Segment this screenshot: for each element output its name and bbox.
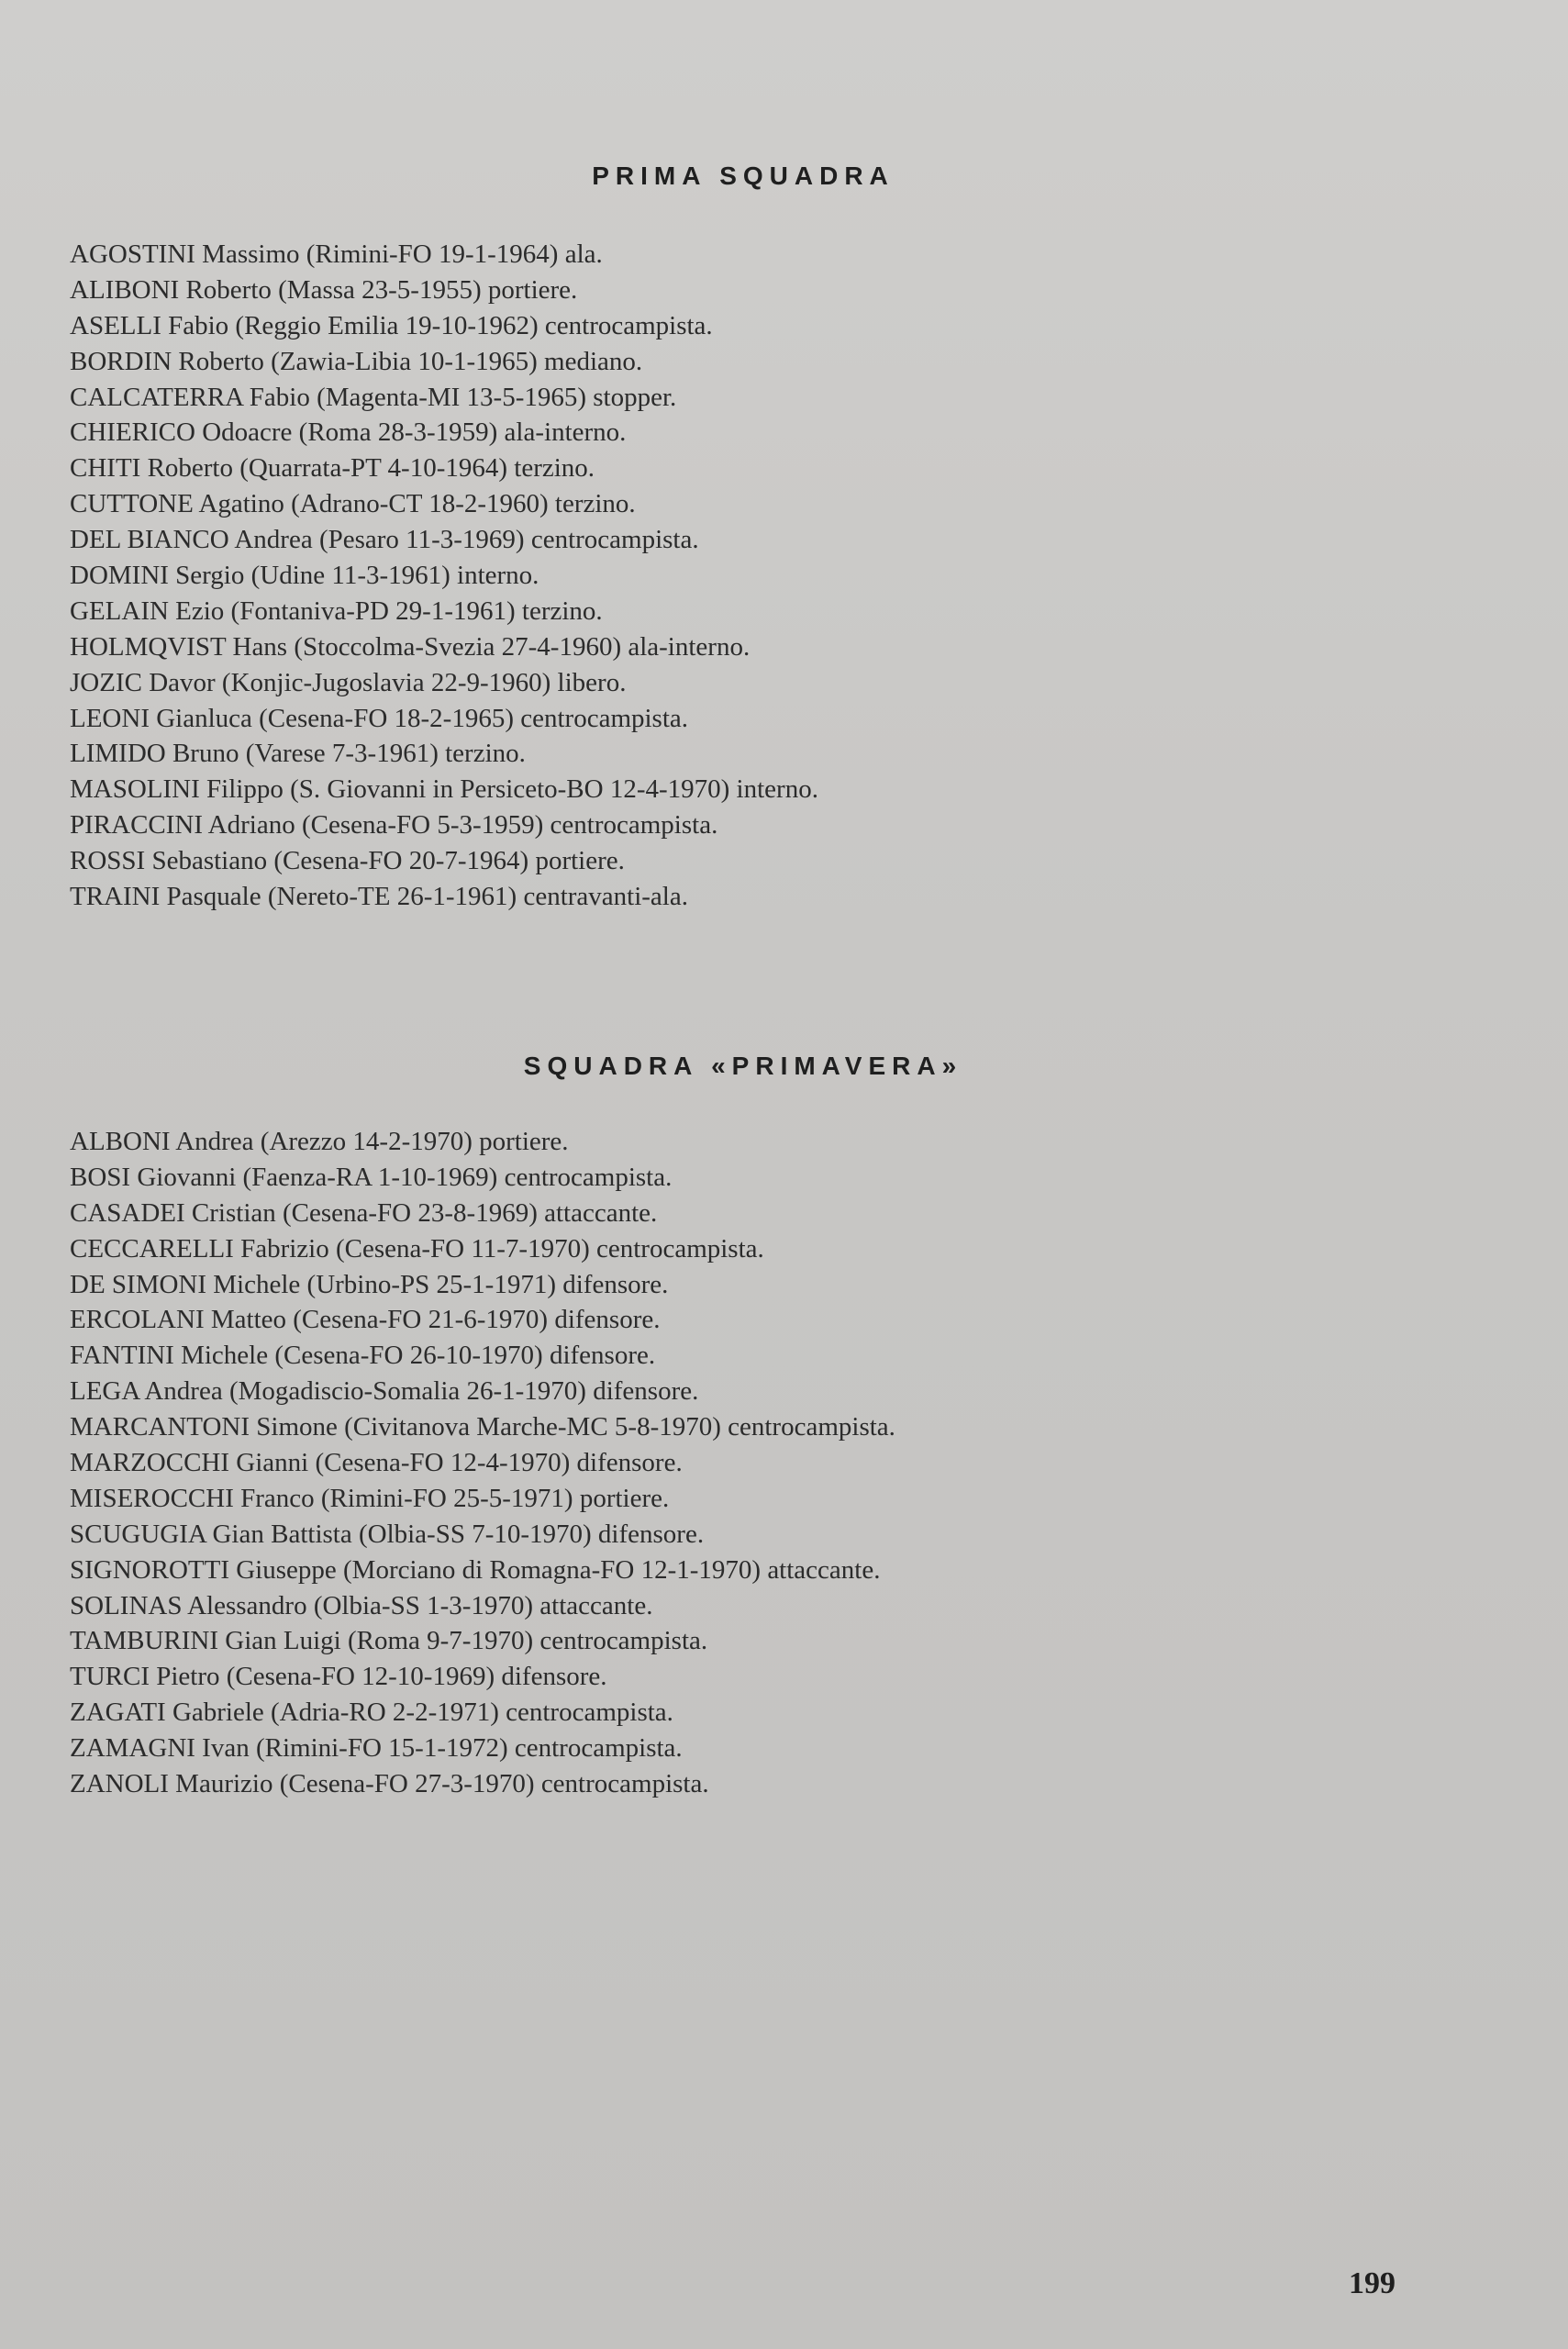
player-entry: GELAIN Ezio (Fontaniva-PD 29-1-1961) terzino. <box>70 596 603 626</box>
player-entry: PIRACCINI Adriano (Cesena-FO 5-3-1959) centrocampista. <box>70 810 718 841</box>
player-entry: CASADEI Cristian (Cesena-FO 23-8-1969) attaccante. <box>70 1197 658 1228</box>
player-entry: MASOLINI Filippo (S. Giovanni in Persiceto-BO 12-4-1970) interno. <box>70 774 818 805</box>
roster-prima-squadra <box>70 237 1354 915</box>
page-number: 199 <box>1349 2266 1396 2300</box>
player-entry: ZAMAGNI Ivan (Rimini-FO 15-1-1972) centrocampista. <box>70 1733 683 1764</box>
player-entry: TURCI Pietro (Cesena-FO 12-10-1969) difensore. <box>70 1662 607 1692</box>
player-entry: SOLINAS Alessandro (Olbia-SS 1-3-1970) attaccante. <box>70 1590 653 1620</box>
player-entry: AGOSTINI Massimo (Rimini-FO 19-1-1964) ala. <box>70 239 603 269</box>
player-entry: ROSSI Sebastiano (Cesena-FO 20-7-1964) portiere. <box>70 846 625 876</box>
player-entry: ZANOLI Maurizio (Cesena-FO 27-3-1970) centrocampista. <box>70 1769 709 1799</box>
player-entry: JOZIC Davor (Konjic-Jugoslavia 22-9-1960) libero. <box>70 667 627 697</box>
player-entry: CUTTONE Agatino (Adrano-CT 18-2-1960) terzino. <box>70 489 636 519</box>
player-entry: CALCATERRA Fabio (Magenta-MI 13-5-1965) stopper. <box>70 382 677 412</box>
player-entry: ASELLI Fabio (Reggio Emilia 19-10-1962) centrocampista. <box>70 310 713 340</box>
player-entry: CECCARELLI Fabrizio (Cesena-FO 11-7-1970) centrocampista. <box>70 1233 764 1264</box>
player-entry: TRAINI Pasquale (Nereto-TE 26-1-1961) centravanti-ala. <box>70 882 688 912</box>
player-entry: ZAGATI Gabriele (Adria-RO 2-2-1971) centrocampista. <box>70 1698 673 1728</box>
player-entry: MARCANTONI Simone (Civitanova Marche-MC 5-8-1970) centrocampista. <box>70 1412 895 1442</box>
player-entry: LEONI Gianluca (Cesena-FO 18-2-1965) centrocampista. <box>70 703 689 733</box>
player-entry: DOMINI Sergio (Udine 11-3-1961) interno. <box>70 561 539 591</box>
section-title-prima-squadra: PRIMA SQUADRA <box>592 161 895 190</box>
player-entry: ERCOLANI Matteo (Cesena-FO 21-6-1970) difensore. <box>70 1305 661 1335</box>
player-entry: LIMIDO Bruno (Varese 7-3-1961) terzino. <box>70 739 526 769</box>
player-entry: CHIERICO Odoacre (Roma 28-3-1959) ala-interno. <box>70 417 627 448</box>
roster-squadra-primavera <box>70 1124 1354 1802</box>
player-entry: MARZOCCHI Gianni (Cesena-FO 12-4-1970) difensore. <box>70 1448 683 1478</box>
player-entry: SIGNOROTTI Giuseppe (Morciano di Romagna-FO 12-1-1970) attaccante. <box>70 1554 881 1585</box>
player-entry: FANTINI Michele (Cesena-FO 26-10-1970) difensore. <box>70 1341 656 1371</box>
player-entry: SCUGUGIA Gian Battista (Olbia-SS 7-10-1970) difensore. <box>70 1519 705 1549</box>
player-entry: DE SIMONI Michele (Urbino-PS 25-1-1971) difensore. <box>70 1269 669 1299</box>
player-entry: BOSI Giovanni (Faenza-RA 1-10-1969) centrocampista. <box>70 1162 673 1192</box>
section-title-squadra-primavera: SQUADRA «PRIMAVERA» <box>523 1052 963 1080</box>
player-entry: HOLMQVIST Hans (Stoccolma-Svezia 27-4-1960) ala-interno. <box>70 631 751 662</box>
player-entry: DEL BIANCO Andrea (Pesaro 11-3-1969) centrocampista. <box>70 525 699 555</box>
player-entry: ALBONI Andrea (Arezzo 14-2-1970) portiere. <box>70 1127 569 1156</box>
player-entry: MISEROCCHI Franco (Rimini-FO 25-5-1971) portiere. <box>70 1483 670 1513</box>
player-entry: LEGA Andrea (Mogadiscio-Somalia 26-1-1970) difensore. <box>70 1376 699 1407</box>
player-entry: BORDIN Roberto (Zawia-Libia 10-1-1965) mediano. <box>70 346 643 376</box>
player-entry: TAMBURINI Gian Luigi (Roma 9-7-1970) centrocampista. <box>70 1626 708 1656</box>
player-entry: ALIBONI Roberto (Massa 23-5-1955) portiere. <box>70 274 578 305</box>
player-entry: CHITI Roberto (Quarrata-PT 4-10-1964) terzino. <box>70 453 595 484</box>
